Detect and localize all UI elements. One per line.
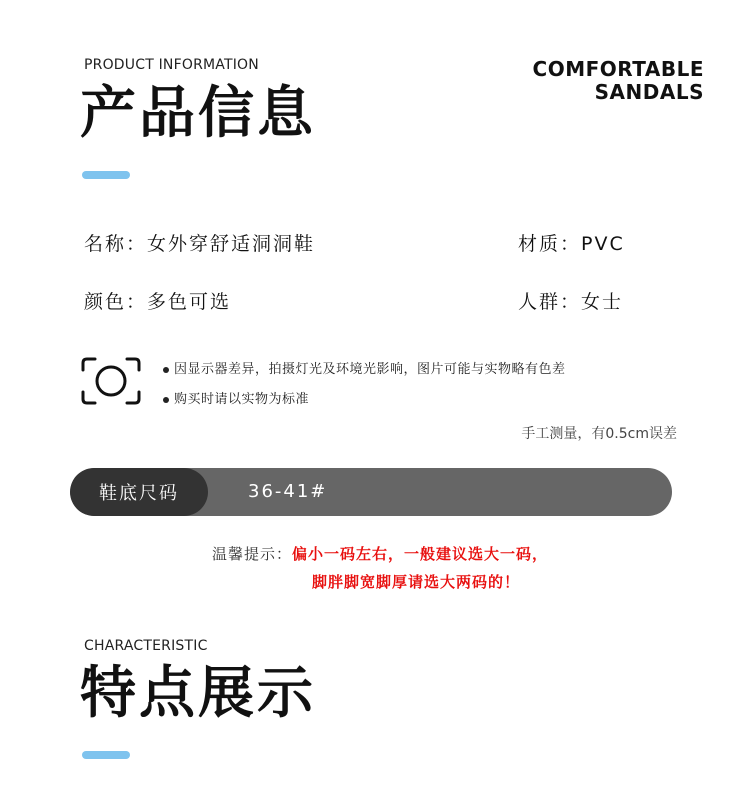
section-eyebrow-product-info: PRODUCT INFORMATION <box>84 57 259 73</box>
bullet-dot <box>163 367 169 373</box>
accent-divider <box>82 751 130 759</box>
size-label-pill <box>70 468 208 516</box>
tip-text-1: 偏小一码左右，一般建议选大一码， <box>292 545 549 563</box>
accent-divider <box>82 171 130 179</box>
size-label: 鞋底尺码 <box>99 483 179 504</box>
camera-frame-icon <box>80 356 142 406</box>
tip-text-2: 脚胖脚宽脚厚请选大两码的！ <box>312 573 521 591</box>
note-color-variance-text: 因显示器差异，拍摄灯光及环境光影响，图片可能与实物略有色差 <box>174 362 566 377</box>
spec-material: 材质：PVC <box>518 233 625 255</box>
brand-tagline <box>533 58 704 104</box>
bullet-dot <box>163 397 169 403</box>
section-title-characteristic: 特点展示 <box>80 661 316 726</box>
measurement-note: 手工测量，有0.5cm误差 <box>521 426 677 442</box>
spec-color: 颜色：多色可选 <box>84 291 232 313</box>
spec-name: 名称：女外穿舒适洞洞鞋 <box>84 233 316 255</box>
size-tip-line-1 <box>212 543 548 564</box>
brand-line-2: SANDALS <box>594 80 704 104</box>
section-eyebrow-characteristic: CHARACTERISTIC <box>84 638 208 654</box>
note-purchase-standard-text: 购买时请以实物为标准 <box>174 392 310 407</box>
size-tip-line-2 <box>312 571 520 592</box>
spec-audience: 人群：女士 <box>518 291 624 313</box>
tip-label: 温馨提示： <box>212 545 293 563</box>
note-color-variance <box>163 358 566 377</box>
note-purchase-standard <box>163 388 309 407</box>
page-title: 产品信息 <box>80 81 316 146</box>
size-bar <box>70 468 672 516</box>
brand-line-1: COMFORTABLE <box>532 57 704 81</box>
size-value: 36-41# <box>248 481 328 502</box>
